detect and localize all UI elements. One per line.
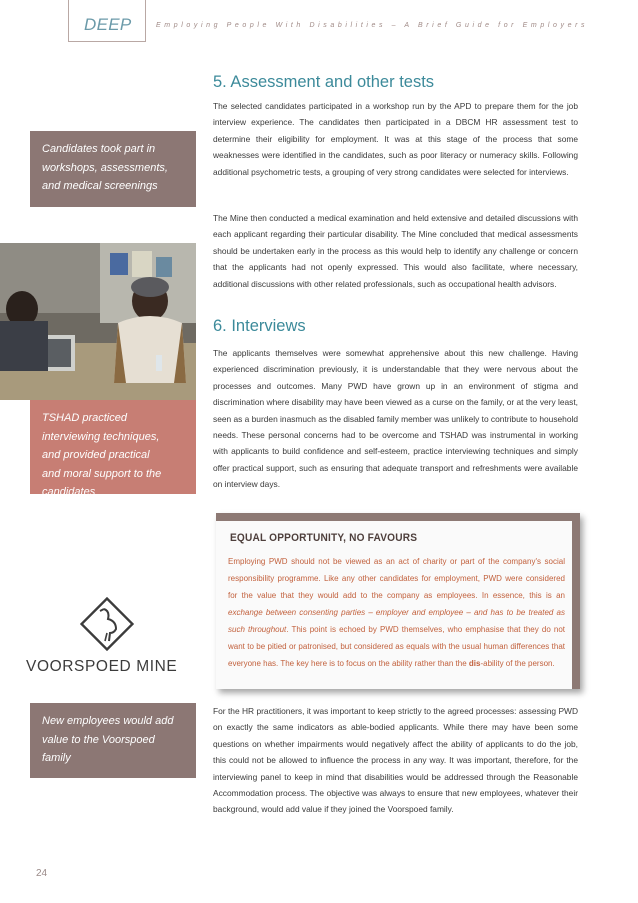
- callout-text: -ability of the person.: [480, 659, 555, 668]
- section-heading-assessment: 5. Assessment and other tests: [213, 73, 435, 91]
- callout-text: Employing PWD should not be viewed as an act of charity or part of the company's social responsibility programme. Like any other candidates for employment, PWD were considered for the value that they would add to the company as employees. In essence, this is an: [228, 557, 565, 600]
- sidebar-quote-line: interviewing techniques,: [42, 430, 160, 443]
- header-title: Employing People With Disabilities – A Brief Guide for Employers: [156, 22, 589, 29]
- sidebar-quote-box-3: [30, 703, 196, 778]
- interviews-paragraph-1: The applicants themselves were somewhat apprehensive about this new challenge. Having experienced discrimination previously, it is understandable that they were nervous about the processes and outcomes. Many PWD have grown up in an environment of stigma and discrimination where disability may have been viewed as a curse on the family, or at the very least, seen as a burden inasmuch as the disabled family member was unlikely to contribute to household needs. These personal concerns had to be overcome and TSHAD was instrumental in working with applicants to build confidence and self-esteem, practice interviewing techniques and simply offer practical support, such as ensuring that adequate transport and refreshments were available on interview days.: [213, 348, 578, 490]
- voorspoed-mine-logo-text: VOORSPOED MINE: [26, 658, 178, 675]
- callout-title: EQUAL OPPORTUNITY, NO FAVOURS: [230, 532, 418, 544]
- sidebar-quote-line: value to the Voorspoed: [42, 733, 155, 746]
- assessment-paragraph-1: The selected candidates participated in a workshop run by the APD to prepare them for the job interview experience. The candidates then participated in a DBCM HR assessment test to determine their eligibility for employment. It was at this stage of the process that some weaknesses were identified in the candidates, such as poor literacy or numeracy skills. Following additional psychometric tests, a grouping of very strong candidates were selected for interviews.: [213, 101, 578, 177]
- section-heading-interviews: 6. Interviews: [213, 317, 306, 335]
- sidebar-quote-line: workshops, assessments,: [42, 161, 168, 174]
- sidebar-quote-line: and provided practical: [42, 449, 150, 461]
- crane-bird-logo-icon: [80, 597, 134, 651]
- page-number: 24: [36, 868, 48, 879]
- sidebar-quote-line: New employees would add: [42, 715, 174, 727]
- callout-italic-text: exchange between consenting parties – employer and employee – and has to be treated as such throughout: [228, 608, 565, 634]
- sidebar-quote-line: and medical screenings: [42, 180, 158, 192]
- sidebar-quote-line: and moral support to the: [42, 467, 162, 480]
- sidebar-quote-box-2: [30, 400, 196, 498]
- assessment-paragraph-2: The Mine then conducted a medical examination and held extensive and detailed discussions with each applicant regarding their particular disability. The Mine concluded that medical assessments should be undertaken early in the process as this would help to identify any challenge or concern that the applicants had not openly expressed. This would also facilitate, where necessary, additional discussions with other related professionals, such as occupational health advisors.: [213, 213, 578, 289]
- header-deep-label: DEEP: [84, 15, 132, 34]
- interviews-paragraph-2: For the HR practitioners, it was important to keep strictly to the agreed processes: assessing PWD on exactly the same indicators as able-bodied applicants. While there may have been some questions on whether impairments would negatively affect the ability of applicants to do the job, this could not be allowed to influence the process in any way. It was important, therefore, for the interviewing panel to keep in mind that disabilities would be addressed through the Reasonable Accommodation process. The objective was always to ensure that new employees, whatever their background, would add value if they joined the Voorspoed family.: [213, 706, 578, 815]
- callout-box: [216, 513, 580, 689]
- sidebar-quote-line: Candidates took part in: [42, 143, 156, 155]
- callout-body: [228, 553, 565, 672]
- callout-panel: [216, 521, 572, 689]
- sidebar-quote-box-1: [30, 131, 196, 207]
- sidebar-quote-line: candidates: [42, 486, 96, 498]
- callout-bold-text: dis: [468, 659, 481, 668]
- interview-photo: [0, 243, 196, 400]
- sidebar-quote-line: TSHAD practiced: [42, 412, 127, 424]
- sidebar-quote-line: family: [42, 752, 71, 764]
- callout-text: . This point is echoed by PWD themselves, who emphasise that they do not want to be pitied or patronised, but considered as equals with the usual human differences that everyone has. The key here is to focus on the ability rather than the: [228, 625, 566, 668]
